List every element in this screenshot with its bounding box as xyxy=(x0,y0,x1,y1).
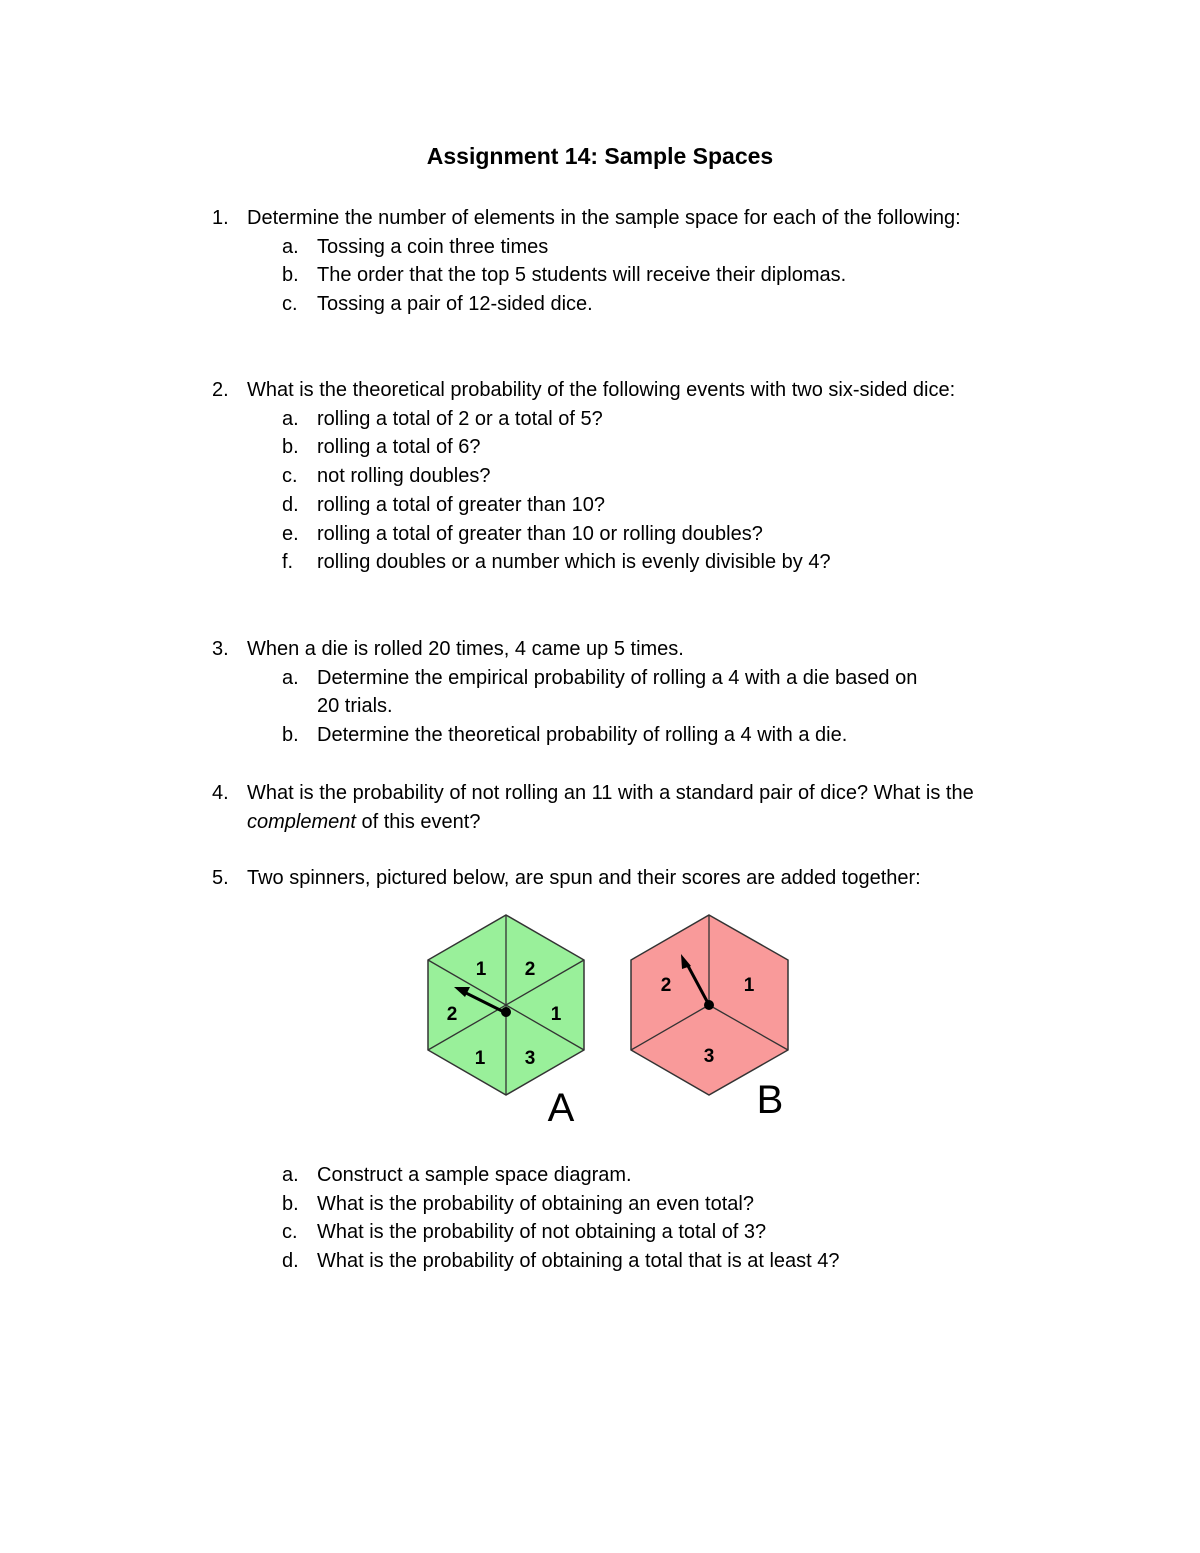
sub-question xyxy=(212,664,1042,721)
spinner-a-label: A xyxy=(547,1086,575,1128)
sub-question-letter: a. xyxy=(282,1164,299,1186)
question-stem-text: of this event? xyxy=(355,810,481,833)
question-number: 1. xyxy=(212,207,229,229)
spinner-a-section-label: 2 xyxy=(446,1004,458,1025)
spinner-b-pivot xyxy=(704,1000,714,1010)
question-stem-text: What is the probability of not rolling an 11 with a standard pair of dice? What is the xyxy=(247,782,974,804)
sub-question xyxy=(212,721,1042,750)
sub-question-letter: b. xyxy=(282,1192,299,1215)
sub-question-list xyxy=(212,664,1042,750)
sub-question xyxy=(212,1190,1042,1219)
spinner-a-section-label: 1 xyxy=(550,1004,562,1025)
sub-question-letter: d. xyxy=(282,493,299,516)
sub-question-text: What is the probability of obtaining an even total? xyxy=(317,1192,754,1215)
sub-question xyxy=(212,433,1042,462)
spinner-a-section-label: 2 xyxy=(524,959,536,980)
sub-question xyxy=(212,261,1042,290)
sub-question-text: Determine the empirical probability of rolling a 4 with a die based on 20 trials. xyxy=(317,666,918,718)
question-stem: When a die is rolled 20 times, 4 came up 5 times. xyxy=(247,638,684,660)
question-3 xyxy=(212,635,1042,750)
sub-question-letter: d. xyxy=(282,1250,299,1273)
spinner-a-section-label: 1 xyxy=(474,1048,486,1069)
sub-question-text: Construct a sample space diagram. xyxy=(317,1164,632,1186)
sub-question-letter: c. xyxy=(282,1221,298,1244)
sub-question-letter: c. xyxy=(282,293,298,316)
spinner-a-pivot xyxy=(501,1007,511,1017)
sub-question-text: What is the probability of not obtaining a total of 3? xyxy=(317,1221,767,1244)
sub-question-text: rolling a total of greater than 10 or rolling doubles? xyxy=(317,522,763,545)
question-1 xyxy=(212,204,1042,319)
spinner-a-section-label: 1 xyxy=(475,959,487,980)
spinner-b-label: B xyxy=(756,1078,784,1122)
question-number: 3. xyxy=(212,638,229,660)
sub-question-text: rolling doubles or a number which is evenly divisible by 4? xyxy=(317,551,831,574)
sub-question-letter: a. xyxy=(282,235,299,258)
emphasized-term: complement xyxy=(247,810,356,833)
question-number: 5. xyxy=(212,867,229,889)
spinner-a xyxy=(428,915,584,1128)
sub-question-letter: b. xyxy=(282,436,299,459)
sub-question-letter: b. xyxy=(282,724,299,747)
question-5-parts xyxy=(212,1161,1042,1276)
question-stem: Two spinners, pictured below, are spun and their scores are added together: xyxy=(247,867,921,889)
question-2 xyxy=(212,376,1042,577)
sub-question-text: Determine the theoretical probability of rolling a 4 with a die. xyxy=(317,724,848,747)
spinner-b-section-label: 3 xyxy=(703,1046,715,1067)
sub-question-text: rolling a total of 2 or a total of 5? xyxy=(317,407,603,430)
question-number: 4. xyxy=(212,782,229,804)
sub-question-letter: f. xyxy=(282,551,294,574)
sub-question-text: rolling a total of greater than 10? xyxy=(317,493,605,516)
spinners-figure xyxy=(420,908,800,1128)
sub-question-list xyxy=(212,233,1042,319)
question-number: 2. xyxy=(212,379,229,401)
question-4 xyxy=(212,779,1042,836)
spinner-a-section-label: 3 xyxy=(524,1048,536,1069)
spinner-b xyxy=(631,915,788,1122)
sub-question-text: The order that the top 5 students will receive their diplomas. xyxy=(317,264,847,287)
sub-question-text: not rolling doubles? xyxy=(317,465,491,488)
sub-question-letter: a. xyxy=(282,666,299,689)
spinners-illustration xyxy=(420,908,800,1128)
sub-question-text: rolling a total of 6? xyxy=(317,436,481,459)
sub-question-letter: e. xyxy=(282,522,299,545)
spinner-b-section-label: 1 xyxy=(743,975,755,996)
sub-question-list xyxy=(212,405,1042,577)
sub-question-letter: b. xyxy=(282,264,299,287)
sub-question xyxy=(212,290,1042,319)
sub-question xyxy=(212,491,1042,520)
question-stem xyxy=(247,779,1042,836)
question-stem: What is the theoretical probability of the following events with two six-sided dice: xyxy=(247,379,956,401)
sub-question-list xyxy=(212,1161,1042,1276)
sub-question-text: Tossing a pair of 12-sided dice. xyxy=(317,293,593,316)
sub-question-letter: a. xyxy=(282,407,299,430)
sub-question xyxy=(212,1218,1042,1247)
sub-question-letter: c. xyxy=(282,465,298,488)
sub-question xyxy=(212,520,1042,549)
sub-question xyxy=(212,548,1042,577)
spinner-b-section-label: 2 xyxy=(660,975,672,996)
sub-question xyxy=(212,1247,1042,1276)
sub-question-text: Tossing a coin three times xyxy=(317,235,549,258)
sub-question xyxy=(212,233,1042,262)
question-5 xyxy=(212,864,1042,893)
sub-question-text: What is the probability of obtaining a total that is at least 4? xyxy=(317,1250,840,1273)
page-title: Assignment 14: Sample Spaces xyxy=(426,143,774,169)
sub-question xyxy=(212,1161,1042,1190)
sub-question xyxy=(212,405,1042,434)
question-stem: Determine the number of elements in the sample space for each of the following: xyxy=(247,207,961,229)
sub-question xyxy=(212,462,1042,491)
